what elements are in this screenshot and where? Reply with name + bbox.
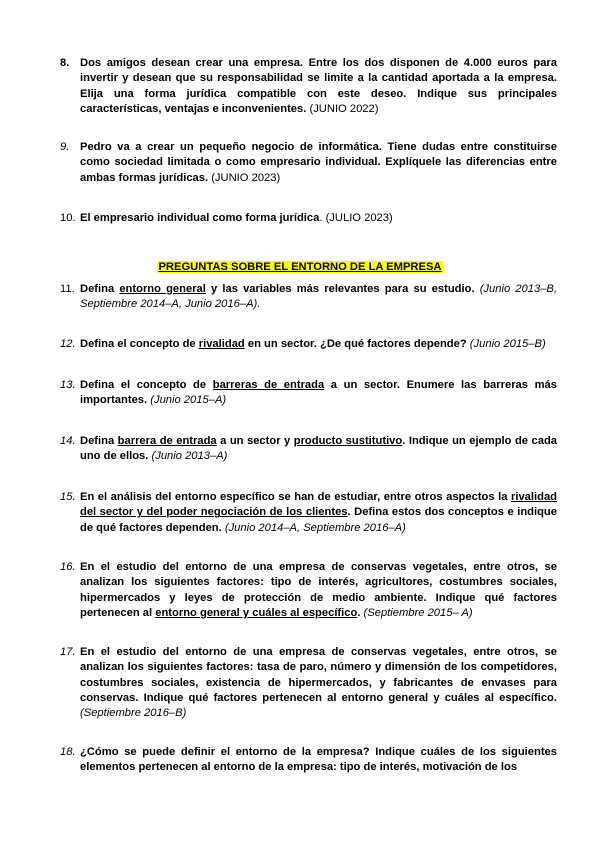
question-text: Defina entorno general y las variables más relevantes para su estudio. (Junio 2013–B, Septiembre 2014–A, Junio 2016–A). (80, 283, 557, 311)
exam-date: . (JULIO 2023) (319, 212, 393, 224)
exam-date: (Septiembre 2015– A) (360, 606, 473, 619)
question-text: Defina el concepto de barreras de entrada a un sector. Enumere las barreras más importantes. (Junio 2015–A) (80, 379, 557, 407)
exam-date: (Junio 2013–B, Septiembre 2014–A, Junio 2016–A). (80, 283, 557, 311)
question-text: Pedro va a crear un pequeño negocio de informática. Tiene dudas entre constituirse como sociedad limitada o como empresario individual. Explíquele las diferencias entre ambas formas jurídicas. (JUNIO 2023) (80, 141, 557, 184)
question-number: 15. (60, 491, 76, 503)
question-12 (60, 337, 557, 352)
question-number: 14. (60, 435, 76, 447)
question-text: En el estudio del entorno de una empresa de conservas vegetales, entre otros, se analizan los siguientes factores: tasa de paro, número y dimensión de los competidores, costumbres sociales, existencia de hipermercados, y fabricantes de envases para conservas. Indique qué factores pertenecen al entorno general y cuáles al específico. (Septiembre 2016–B) (80, 646, 557, 720)
exam-date: (JUNIO 2023) (208, 171, 281, 184)
question-text: Defina barrera de entrada a un sector y producto sustitutivo. Indique un ejemplo de cada uno de ellos. (Junio 2013–A) (80, 435, 558, 463)
question-10 (60, 211, 557, 226)
section-heading: PREGUNTAS SOBRE EL ENTORNO DE LA EMPRESA (158, 261, 442, 273)
exam-date: (Junio 2013–A) (148, 450, 228, 463)
question-14 (60, 434, 557, 465)
question-number: 18. (60, 746, 76, 758)
question-16 (60, 560, 557, 621)
question-text: ¿Cómo se puede definir el entorno de la empresa? Indique cuáles de los siguientes elementos pertenecen al entorno de la empresa: tipo de interés, motivación de los (80, 746, 557, 774)
exam-date: (Junio 2014–A, Septiembre 2016–A) (221, 521, 406, 534)
question-text: El empresario individual como forma jurídica. (JULIO 2023) (80, 212, 393, 224)
question-text: En el análisis del entorno específico se han de estudiar, entre otros aspectos la rivalidad del sector y del poder negociación de los clientes. Defina estos dos conceptos e indique de qué factores dependen. (Junio 2014–A, Septiembre 2016–A) (80, 491, 557, 534)
question-number: 8. (60, 57, 70, 69)
question-number: 16. (60, 561, 76, 573)
question-text: Defina el concepto de rivalidad en un sector. ¿De qué factores depende? (Junio 2015–B) (80, 338, 546, 350)
question-15 (60, 490, 557, 536)
question-number: 12. (60, 338, 76, 350)
question-18 (60, 745, 557, 776)
exam-date: (JUNIO 2022) (306, 102, 379, 115)
question-9 (60, 140, 557, 186)
question-number: 10. (60, 212, 76, 224)
question-13 (60, 378, 557, 409)
question-text: Dos amigos desean crear una empresa. Entre los dos disponen de 4.000 euros para invertir y desean que su responsabilidad se limite a la cantidad aportada a la empresa. Elija una forma jurídica compatible con este deseo. Indique sus principales características, ventajas e inconvenientes. (JUNIO 2022) (80, 57, 557, 115)
exam-date: (Junio 2015–B) (466, 338, 546, 350)
exam-date: (Junio 2015–A) (147, 394, 227, 407)
question-text: En el estudio del entorno de una empresa de conservas vegetales, entre otros, se analizan los siguientes factores: tipo de interés, agricultores, costumbres sociales, hipermercados y leyes de protección de medio ambiente. Indique qué factores pertenecen al entorno general y cuáles al específico. (Septiembre 2015– A) (80, 561, 557, 619)
question-17 (60, 645, 557, 721)
question-number: 17. (60, 646, 76, 658)
question-number: 13. (60, 379, 76, 391)
question-number: 9. (60, 141, 70, 153)
question-11 (60, 282, 557, 313)
question-number: 11. (60, 283, 75, 295)
question-8 (60, 56, 557, 117)
exam-date: (Septiembre 2016–B) (80, 707, 187, 720)
